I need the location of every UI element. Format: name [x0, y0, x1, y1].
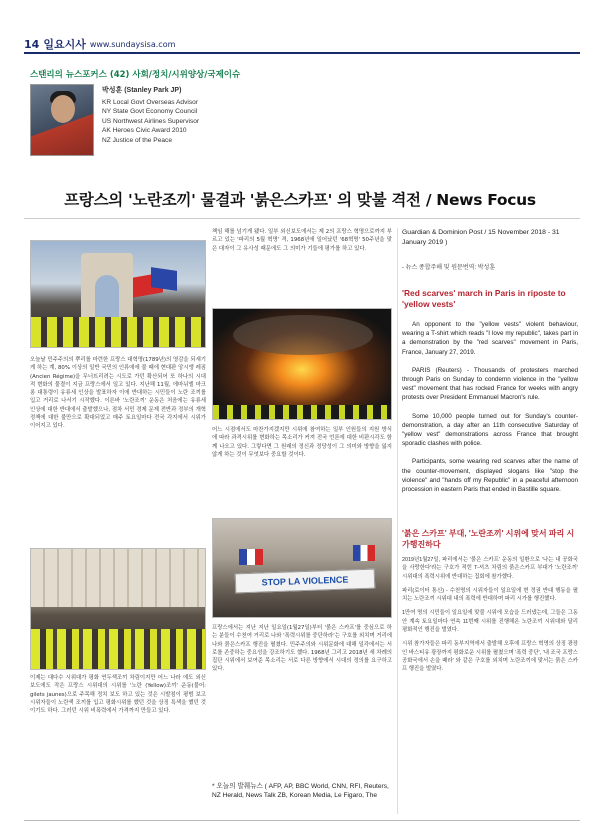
english-paragraph: Participants, some wearing red scarves after the name of the counter-movement, displayed slogans like "stop the violence" and "hands off my Republic" in a peaceful afternoon procession in eastern Paris that ended in Bastille square. — [402, 458, 578, 494]
english-article-body — [402, 320, 578, 503]
news-sources: * 오늘의 발췌뉴스 ( AFP, AP, BBC World, CNN, RFI, Reuters, NZ Herald, News Talk ZB, Korean Media, Le Figaro, The — [212, 783, 389, 800]
paper-name: 일요시사 — [43, 38, 86, 51]
page-header — [24, 36, 584, 52]
author-credential: KR Local Govt Overseas Advisor — [102, 98, 199, 106]
author-credential: NZ Justice of the Peace — [102, 136, 173, 144]
author-block — [102, 86, 302, 146]
headline-rule — [24, 218, 580, 219]
header-rule — [24, 52, 580, 54]
headline-korean: 프랑스의 '노란조끼' 물결과 '붉은스카프' 의 맞불 격전 — [64, 191, 421, 209]
author-photo — [30, 84, 94, 156]
article-column-2b: 어느 시점에서도 마찬가지겠지만 시위에 참여하는 일부 인원들의 지원 방식에 따라 과격시위를 변화하는 목소리가 커져 전국 언론에 대한 비판시각도 함께 나오고 있다. 그렇다면 그 원래의 정신과 정당성이 그 의미와 방향을 잃지 않게 하는 것이 무엇보다 중요할 것이다. — [212, 427, 392, 458]
photo-fire-protest — [212, 308, 392, 420]
photo-banner-text: STOP LA VIOLENCE — [235, 569, 376, 594]
column-divider — [397, 228, 398, 814]
korean-translation-body — [402, 556, 578, 806]
photo-yellow-vest-crowd — [30, 548, 206, 670]
english-subheadline: 'Red scarves' march in Paris in riposte to 'yellow vests' — [402, 288, 566, 309]
author-name: 박성훈 (Stanley Park JP) — [102, 87, 182, 94]
korean-subheadline: '붉은 스카프' 부대, '노란조끼' 시위에 맞서 파리 시가행진하다 — [402, 529, 575, 549]
korean-paragraph: 1만여 명의 시민들이 일요일에 맞불 시위에 모습을 드러냈는데, 그들은 그동안 계속 토요일마다 연속 11번째 시위를 진행해온 노란조끼 시위대와 달리 평화적인 행진을 벌였다. — [402, 610, 578, 634]
korean-paragraph: 파리(로이터 통신) - 수천명의 시위자들이 일요일에 현 정권 반대 행동을 펼치는 노란조끼 시위대 내의 폭력에 반대하며 파리 시가를 행진했다. — [402, 587, 578, 603]
author-credential: US Northwest Airlines Supervisor — [102, 117, 200, 125]
series-title: 스탠리의 뉴스포커스 (42) 사회/정치/시위양상/국제이슈 — [30, 70, 241, 80]
photo-red-scarves-march — [212, 518, 392, 618]
article-column-2a: 책임 해를 넘기게 됐다. 일부 외신보도에서는 제 2의 프랑스 혁명으로까지 부르고 있는 '파리의 5월 혁명' 격, 1968년에 일어났던 '68혁명' 50주년을 맞은 대자이 그 유사성 때문에도 그 의미가 기들에 평가를 하고 있다. — [212, 229, 392, 252]
korean-paragraph: 2019년1월27일, 파리에서는 '붉은 스카프' 운동의 일환으로 '나는 내 공화국을 사랑한다'라는 구호가 적힌 T-셔츠 차림의 붉은스카프 부대가 '노란조끼' 시위대의 폭력시위에 반대하는 집회에 참가했다. — [402, 557, 578, 580]
author-credential: AK Heroes Civic Award 2010 — [102, 127, 187, 135]
website-url[interactable]: www.sundaysisa.com — [89, 39, 176, 49]
sources-continued: Guardian & Dominion Post / 15 November 2018 - 31 January 2019 ) — [402, 229, 560, 246]
headline-english-tag: / News Focus — [425, 191, 536, 209]
translator-credit: - 뉴스 종합주해 및 원문번역: 박성훈 — [402, 265, 496, 271]
photo-arc-de-triomphe-protest — [30, 240, 206, 348]
bottom-rule — [24, 820, 580, 821]
article-column-1b: 이제는 대다수 시위대가 평화 연두색조끼 차림이지만 어느 나라 에도 외신 보도에도 작은 프랑스 시위대의 시위를 '노란 (Yellow)조끼' 운동(불어: gilets jaunes)으로 주목해 정치 보도 하고 있는 것은 시발점이 평범 보고 시위자들이 노란색 조끼를 입고 평화시위를 했던 것을 상징 특색을 했던 것이기도 하다. 그러던 시위 비폭력에서 가격까지 만들고 있다. — [30, 675, 206, 715]
author-credential: NY State Govt Economy Council — [102, 108, 198, 116]
english-paragraph: An opponent to the "yellow vests" violent behaviour, wearing a T-shirt which reads "I love my republic", takes part in a demonstration by the "red scarves" movement in Paris, France, January 27, 2019. — [402, 321, 578, 356]
article-column-2c: 프랑스에서는 지난 지난 일요일(1월27일)부터 '붉은 스카프'를 중심으로 하는 분들이 수천여 거리로 나와 '폭력시위를 중단하라'는 구호를 외치며 거리에 나와 붉은스카프 행진을 펼쳤다. 민주주의와 시위문화에 대해 일각에서는 서로를 존중하는 중요성을 강조하기도 했다. 1968년 그리고 2018년 세 차례의 집단 시위에서 보여준 목소리는 서로 다른 방향에서 시대의 정의를 요구하고 있다. — [212, 625, 392, 673]
article-column-1a: 오늘날 민주주의의 뿌리를 마련한 프랑스 대혁명(1789년)의 영감을 되새기게 하는 계, 80% 이상의 일반 국민의 인류애에 불 때에 현대판 앙시앵 레짐(Ancien Régime)을 무너뜨리려는 시도로 가던 확산되어 또 하나의 시대적 변화의 물결이 지금 프랑스에서 일고 있다. 지난해 11월, 에마뉘엘 마크롱 대통령이 유류세 인상을 발표하자 이에 반대하는 시민들이 노란 조끼를 입고 거리로 나서기 시작했다. 이른바 '노란조끼' 운동은 처음에는 유류세 인상에 대한 반대에서 출발했으나, 점차 서민 경제 문제 전반과 정부의 개혁 정책에 대한 불만으로 확대되었고 매주 토요일마다 전국 각지에서 시위가 이어지고 있다. — [30, 357, 206, 430]
english-paragraph: PARIS (Reuters) - Thousands of protesters marched through Paris on Sunday to condemn violence in the "yellow vest" movement that has rocked France for weeks with angry protests over President Emmanuel Macron's rule. — [402, 366, 578, 402]
page-number: 14 — [24, 37, 40, 51]
korean-paragraph: 시위 참가자들은 파리 동부지역에서 출발해 오후에 프랑스 혁명의 상징 광장인 바스티유 광장까지 평화로운 시위를 펼쳤으며 '폭력 중단', '내 조국 프랑스 공화국에서 손을 떼라' 와 같은 구호를 외치며 노란조끼에 맞서는 붉은 스카프 행진을 벌였다. — [402, 641, 578, 673]
english-paragraph: Some 10,000 people turned out for Sunday's counter-demonstration, a day after an 11th consecutive Saturday of "yellow vest" demonstrations across France that brought sporadic clashes with police. — [402, 412, 578, 448]
article-headline — [0, 188, 600, 210]
